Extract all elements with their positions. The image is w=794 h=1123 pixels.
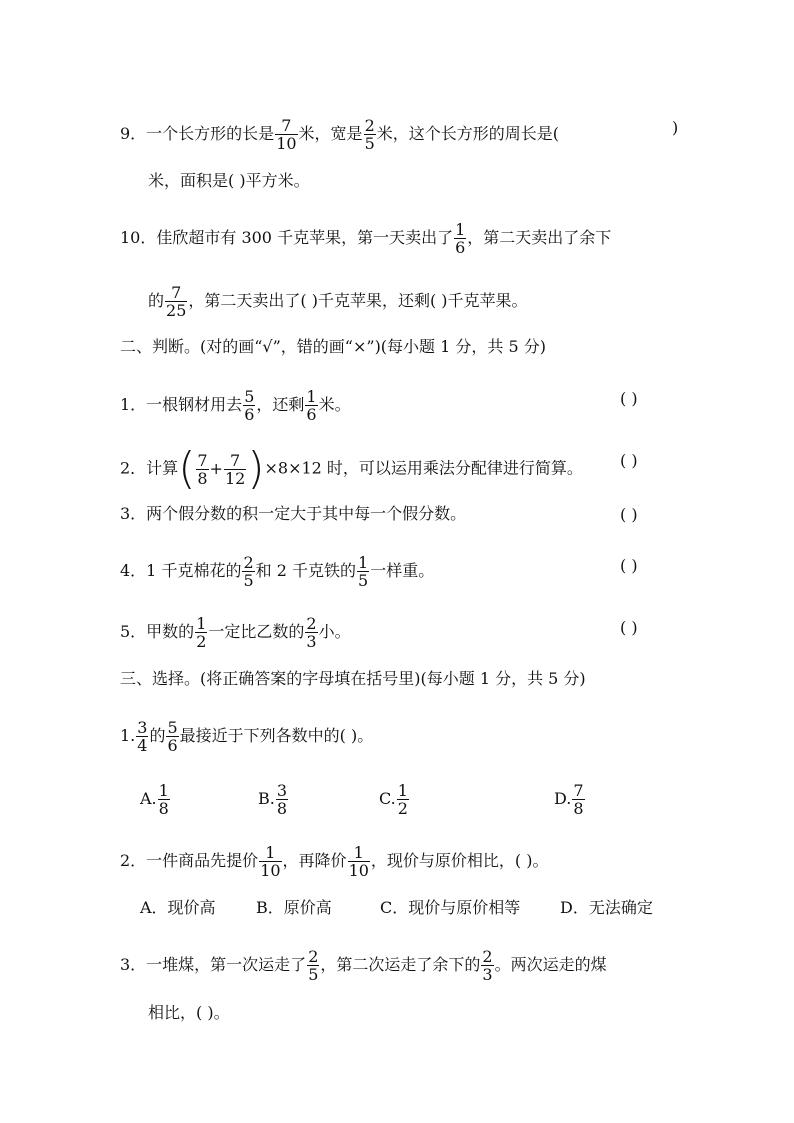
choice-option-b[interactable]: B. $\frac{3}{8}$ xyxy=(258,781,288,818)
choice-question-3: 3．一堆煤，第一次运走了 $\frac{2}{5}$ ，第二次运走了余下的 $\frac{2}{3}$ 。两次运走的煤 xyxy=(120,947,607,984)
fraction: $\frac{2}{5}$ xyxy=(364,116,375,153)
section-2-title: 二、判断。(对的画“√”，错的画“×”)(每小题 1 分，共 5 分) xyxy=(120,337,546,356)
section-3-title: 三、选择。(将正确答案的字母填在括号里)(每小题 1 分，共 5 分) xyxy=(120,669,586,688)
fraction: $\frac{7}{8}$ xyxy=(197,450,208,488)
answer-paren[interactable]: ( ) xyxy=(620,389,638,408)
choice-question-3-line-2: 相比，( )。 xyxy=(148,1003,230,1022)
fraction: $\frac{1}{6}$ xyxy=(455,220,466,257)
fraction: $\frac{1}{5}$ xyxy=(358,553,369,590)
question-10: 10．佳欣超市有 300 千克苹果，第一天卖出了 $\frac{1}{6}$ ，第二天卖出了余下 xyxy=(120,220,612,257)
answer-paren[interactable]: ( ) xyxy=(620,618,638,637)
choice-option-d[interactable]: D．无法确定 xyxy=(560,898,653,917)
choice-option-c[interactable]: C．现价与原价相等 xyxy=(380,898,521,917)
fraction: $\frac{3}{8}$ xyxy=(276,781,288,818)
judge-item-1: 1．一根钢材用去 $\frac{5}{6}$ ，还剩 $\frac{1}{6}$ 米。 xyxy=(120,387,351,424)
fraction: $\frac{5}{6}$ xyxy=(244,387,255,424)
choice-question-2: 2．一件商品先提价 $\frac{1}{10}$ ，再降价 $\frac{1}{10}$ ，现价与原价相比，( )。 xyxy=(120,843,549,880)
judge-item-3: 3．两个假分数的积一定大于其中每一个假分数。 xyxy=(120,504,467,523)
choice-option-c[interactable]: C. $\frac{1}{2}$ xyxy=(379,781,408,818)
question-9-line-2: 米，面积是( )平方米。 xyxy=(148,171,310,190)
fraction: $\frac{7}{12}$ xyxy=(224,450,246,488)
answer-blank-close: ) xyxy=(672,118,679,137)
question-10-line-2: 的 $\frac{7}{25}$ ，第二天卖出了( )千克苹果，还剩( )千克苹果。 xyxy=(148,283,528,320)
question-9: 9．一个长方形的长是 $\frac{7}{10}$ 米，宽是 $\frac{2}{5}$ 米，这个长方形的周长是( xyxy=(120,116,559,153)
choice-option-a[interactable]: A. $\frac{1}{8}$ xyxy=(140,781,169,818)
fraction: $\frac{7}{25}$ xyxy=(166,283,187,320)
fraction: $\frac{2}{5}$ xyxy=(308,947,319,984)
fraction: $\frac{5}{6}$ xyxy=(167,718,178,755)
judge-item-5: 5．甲数的 $\frac{1}{2}$ 一定比乙数的 $\frac{2}{3}$ 小。 xyxy=(120,614,351,651)
fraction: $\frac{1}{2}$ xyxy=(397,781,408,818)
fraction: $\frac{7}{10}$ xyxy=(276,116,297,153)
choice-option-d[interactable]: D. $\frac{7}{8}$ xyxy=(554,781,584,818)
fraction: $\frac{7}{8}$ xyxy=(573,781,584,818)
fraction: $\frac{1}{10}$ xyxy=(348,843,369,880)
choice-question-1: 1. $\frac{3}{4}$ 的 $\frac{5}{6}$ 最接近于下列各数中的( )。 xyxy=(120,718,374,755)
fraction: $\frac{2}{3}$ xyxy=(482,947,493,984)
choice-option-b[interactable]: B．原价高 xyxy=(256,898,332,917)
fraction: $\frac{1}{10}$ xyxy=(260,843,281,880)
fraction: $\frac{1}{8}$ xyxy=(158,781,169,818)
answer-paren[interactable]: ( ) xyxy=(620,505,638,524)
fraction: $\frac{2}{3}$ xyxy=(306,614,317,651)
judge-item-4: 4．1 千克棉花的 $\frac{2}{5}$ 和 2 千克铁的 $\frac{1}{5}$ 一样重。 xyxy=(120,553,435,590)
fraction: $\frac{1}{2}$ xyxy=(196,614,207,651)
judge-item-2: 2．计算( $\frac{7}{8}$ + $\frac{7}{12}$ )×8×12 时，可以运用乘法分配律进行简算。 xyxy=(120,443,583,494)
answer-paren[interactable]: ( ) xyxy=(620,556,638,575)
choice-option-a[interactable]: A．现价高 xyxy=(140,898,216,917)
fraction: $\frac{1}{6}$ xyxy=(306,387,317,424)
fraction: $\frac{2}{5}$ xyxy=(243,553,254,590)
fraction: $\frac{3}{4}$ xyxy=(137,718,148,755)
answer-paren[interactable]: ( ) xyxy=(620,451,638,470)
